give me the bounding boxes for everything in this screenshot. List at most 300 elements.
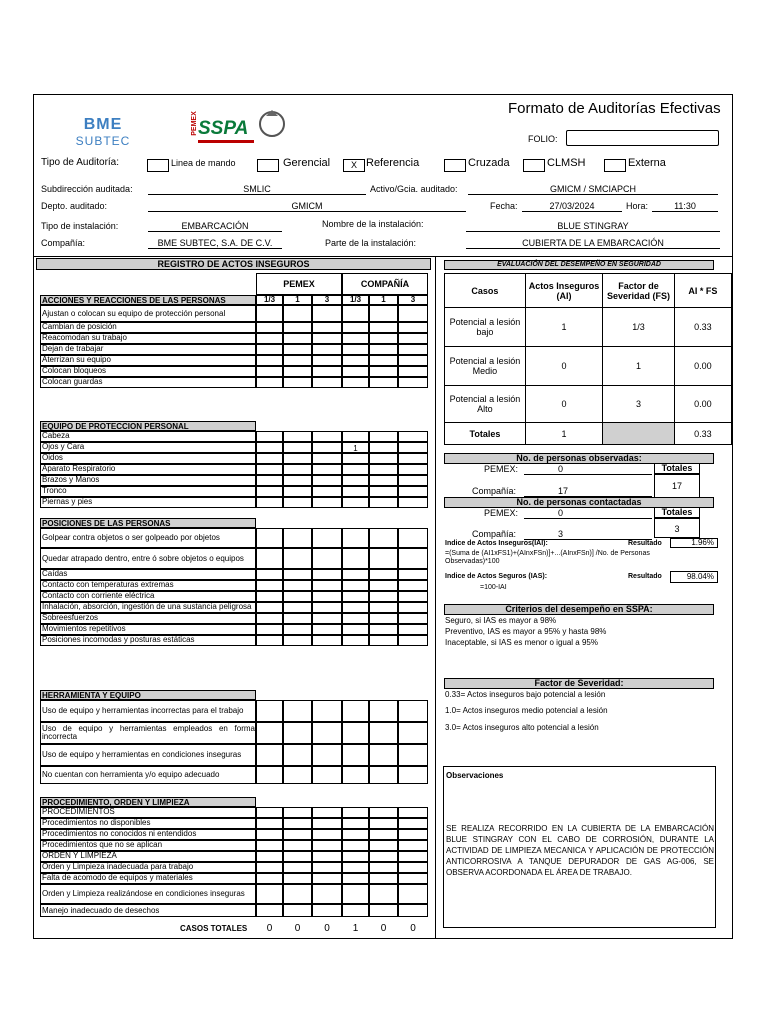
parte-value[interactable]: CUBIERTA DE LA EMBARCACIÓN	[466, 238, 720, 249]
registro-cell[interactable]	[283, 548, 312, 569]
registro-cell[interactable]	[312, 475, 342, 486]
eval-ai: 0	[525, 347, 602, 386]
registro-cell[interactable]	[312, 613, 342, 624]
registro-cell[interactable]	[312, 333, 342, 344]
registro-cell[interactable]	[256, 744, 283, 766]
registro-cell[interactable]	[398, 829, 428, 840]
registro-cell[interactable]	[312, 497, 342, 508]
contactadas-pemex-label: PEMEX:	[484, 508, 519, 518]
registro-cell[interactable]	[342, 591, 369, 602]
registro-cell[interactable]	[283, 904, 312, 917]
registro-cell[interactable]	[398, 580, 428, 591]
eval-aifs: 0.33	[674, 308, 731, 347]
registro-cell[interactable]	[398, 333, 428, 344]
registro-cell[interactable]	[312, 862, 342, 873]
section-title: HERRAMIENTA Y EQUIPO	[40, 690, 256, 700]
folio-input[interactable]	[566, 130, 719, 146]
registro-cell[interactable]	[312, 442, 342, 453]
registro-cell[interactable]	[256, 377, 283, 388]
registro-cell[interactable]	[256, 851, 283, 862]
registro-cell[interactable]	[312, 766, 342, 784]
registro-cell[interactable]	[342, 722, 369, 744]
registro-cell[interactable]	[398, 528, 428, 548]
registro-row-label: PROCEDIMIENTOS	[40, 807, 256, 818]
registro-cell[interactable]	[398, 355, 428, 366]
registro-cell[interactable]	[256, 700, 283, 722]
registro-cell[interactable]	[369, 635, 398, 646]
registro-cell[interactable]	[256, 548, 283, 569]
registro-cell[interactable]	[369, 377, 398, 388]
registro-cell[interactable]	[256, 807, 283, 818]
audit-type-checkbox[interactable]	[604, 159, 626, 172]
registro-cell[interactable]	[256, 475, 283, 486]
registro-cell[interactable]	[398, 635, 428, 646]
registro-cell[interactable]	[369, 569, 398, 580]
registro-cell[interactable]	[342, 635, 369, 646]
registro-cell[interactable]	[283, 613, 312, 624]
registro-cell[interactable]	[283, 322, 312, 333]
registro-cell[interactable]	[342, 624, 369, 635]
tipo-inst-value[interactable]: EMBARCACIÓN	[148, 221, 282, 232]
registro-cell[interactable]	[256, 464, 283, 475]
registro-cell[interactable]	[283, 528, 312, 548]
registro-cell[interactable]	[256, 873, 283, 884]
factor-line: 1.0= Actos inseguros medio potencial a lesión	[445, 706, 608, 715]
registro-cell[interactable]	[342, 355, 369, 366]
registro-cell[interactable]: 1	[342, 442, 369, 453]
subdireccion-value[interactable]: SMLIC	[148, 184, 366, 195]
registro-cell[interactable]	[312, 700, 342, 722]
registro-cell[interactable]	[283, 497, 312, 508]
eval-ai: 1	[525, 308, 602, 347]
registro-cell[interactable]	[369, 464, 398, 475]
registro-cell[interactable]	[369, 591, 398, 602]
registro-cell[interactable]	[398, 840, 428, 851]
registro-row-label: Procedimientos que no se aplican	[40, 840, 256, 851]
audit-type-option-label: Cruzada	[468, 157, 510, 169]
registro-cell[interactable]	[312, 873, 342, 884]
registro-cell[interactable]	[283, 873, 312, 884]
registro-cell[interactable]	[342, 862, 369, 873]
iai-resultado-label: Resultado	[628, 540, 662, 547]
registro-cell[interactable]	[283, 486, 312, 497]
registro-cell[interactable]	[256, 904, 283, 917]
registro-cell[interactable]	[398, 475, 428, 486]
registro-cell[interactable]	[369, 442, 398, 453]
registro-cell[interactable]	[256, 569, 283, 580]
registro-cell[interactable]	[312, 624, 342, 635]
registro-cell[interactable]	[256, 829, 283, 840]
registro-cell[interactable]	[342, 475, 369, 486]
registro-cell[interactable]	[369, 807, 398, 818]
registro-cell[interactable]	[312, 548, 342, 569]
registro-cell[interactable]	[398, 613, 428, 624]
registro-cell[interactable]	[342, 851, 369, 862]
registro-cell[interactable]	[369, 431, 398, 442]
registro-cell[interactable]	[256, 322, 283, 333]
registro-cell[interactable]	[342, 528, 369, 548]
registro-cell[interactable]	[312, 829, 342, 840]
eval-row-bajo	[445, 308, 732, 347]
eval-caso: Potencial a lesión Alto	[445, 386, 526, 423]
registro-cell[interactable]	[342, 464, 369, 475]
registro-cell[interactable]	[342, 807, 369, 818]
registro-cell[interactable]	[256, 591, 283, 602]
registro-cell[interactable]	[256, 818, 283, 829]
factor-line: 3.0= Actos inseguros alto potencial a lesión	[445, 723, 599, 732]
audit-type-option-label: CLMSH	[547, 157, 586, 169]
registro-cell[interactable]	[369, 851, 398, 862]
registro-cell[interactable]	[398, 453, 428, 464]
hora-value[interactable]: 11:30	[652, 201, 718, 212]
registro-cell[interactable]	[342, 818, 369, 829]
eval-fs: 3	[603, 386, 675, 423]
registro-cell[interactable]	[283, 333, 312, 344]
registro-cell[interactable]	[256, 486, 283, 497]
registro-cell[interactable]	[256, 884, 283, 904]
criterio-line: Preventivo, IAS es mayor a 95% y hasta 98%	[445, 627, 607, 636]
registro-cell[interactable]	[256, 442, 283, 453]
registro-cell[interactable]	[398, 744, 428, 766]
registro-cell[interactable]	[283, 700, 312, 722]
registro-cell[interactable]	[398, 700, 428, 722]
registro-cell[interactable]	[256, 580, 283, 591]
registro-cell[interactable]	[342, 431, 369, 442]
registro-row-label: Uso de equipo y herramientas incorrectas para el trabajo	[40, 700, 256, 722]
registro-cell[interactable]	[312, 453, 342, 464]
pemex-header: PEMEX	[256, 273, 342, 295]
registro-cell[interactable]	[283, 602, 312, 613]
registro-cell[interactable]	[256, 840, 283, 851]
divider	[33, 256, 733, 257]
audit-type-checkbox[interactable]	[444, 159, 466, 172]
observadas-compania-value[interactable]: 17	[524, 486, 652, 497]
registro-cell[interactable]	[256, 613, 283, 624]
registro-cell[interactable]	[398, 766, 428, 784]
registro-title: REGISTRO DE ACTOS INSEGUROS	[36, 258, 431, 270]
registro-cell[interactable]	[283, 464, 312, 475]
eval-header-aifs: AI * FS	[674, 274, 731, 308]
registro-row-label: Procedimientos no disponibles	[40, 818, 256, 829]
registro-row-label: Orden y Limpieza inadecuada para trabajo	[40, 862, 256, 873]
registro-cell[interactable]	[342, 613, 369, 624]
registro-cell[interactable]	[312, 569, 342, 580]
registro-cell[interactable]	[398, 591, 428, 602]
registro-cell[interactable]	[398, 602, 428, 613]
activo-value[interactable]: GMICM / SMCIAPCH	[468, 184, 718, 195]
contactadas-pemex-value[interactable]: 0	[524, 508, 652, 519]
evaluacion-table	[444, 273, 732, 445]
registro-cell[interactable]	[369, 862, 398, 873]
iai-value: 1.96%	[670, 538, 718, 548]
registro-cell[interactable]	[369, 528, 398, 548]
registro-cell[interactable]	[256, 862, 283, 873]
sspa-logo-text: SSPA	[198, 118, 249, 139]
registro-cell[interactable]	[369, 744, 398, 766]
registro-cell[interactable]	[369, 486, 398, 497]
registro-cell[interactable]	[256, 344, 283, 355]
section-title: ACCIONES Y REACCIONES DE LAS PERSONAS	[40, 295, 256, 305]
registro-cell[interactable]	[369, 873, 398, 884]
registro-cell[interactable]	[283, 818, 312, 829]
registro-cell[interactable]	[369, 722, 398, 744]
registro-cell[interactable]	[369, 355, 398, 366]
registro-cell[interactable]	[256, 497, 283, 508]
eval-row-medio	[445, 347, 732, 386]
registro-cell[interactable]	[398, 431, 428, 442]
registro-cell[interactable]	[283, 722, 312, 744]
registro-cell[interactable]	[312, 344, 342, 355]
audit-type-option-label: Externa	[628, 157, 666, 169]
registro-cell[interactable]	[312, 464, 342, 475]
registro-cell[interactable]	[312, 431, 342, 442]
observadas-pemex-value[interactable]: 0	[524, 464, 652, 475]
registro-cell[interactable]	[342, 873, 369, 884]
registro-cell[interactable]	[283, 377, 312, 388]
registro-cell[interactable]	[342, 305, 369, 322]
registro-cell[interactable]	[398, 548, 428, 569]
registro-cell[interactable]	[342, 548, 369, 569]
registro-cell[interactable]	[283, 431, 312, 442]
registro-cell[interactable]	[342, 602, 369, 613]
registro-cell[interactable]	[342, 766, 369, 784]
registro-cell[interactable]	[256, 602, 283, 613]
registro-cell[interactable]	[256, 366, 283, 377]
registro-cell[interactable]	[369, 884, 398, 904]
audit-type-checkbox[interactable]	[257, 159, 279, 172]
registro-cell[interactable]	[398, 344, 428, 355]
registro-cell[interactable]	[256, 635, 283, 646]
registro-cell[interactable]	[369, 333, 398, 344]
observaciones-text: SE REALIZA RECORRIDO EN LA CUBIERTA DE LA EMBARCACIÓN BLUE STINGRAY CON EL CABO DE CORROSIÓN, DURANTE LA ACTIVIDAD DE LIMPIEZA MECANICA Y APLICACIÓN DE PROTECCIÓN ANTICORROSIVA A TANQUE DEPURADOR DE GAS AG-006, SE OBSERVA ACORDONADA EL ÁREA DE TRABAJO.	[446, 824, 714, 877]
registro-cell[interactable]	[342, 366, 369, 377]
registro-cell[interactable]	[283, 305, 312, 322]
registro-cell[interactable]	[283, 442, 312, 453]
iai-label: Indice de Actos Inseguros(IAI):	[445, 540, 548, 547]
registro-cell[interactable]	[283, 635, 312, 646]
audit-type-option-label: Referencia	[366, 157, 420, 169]
registro-cell[interactable]	[342, 453, 369, 464]
registro-cell[interactable]	[283, 355, 312, 366]
registro-cell[interactable]	[312, 322, 342, 333]
registro-cell[interactable]	[369, 305, 398, 322]
registro-cell[interactable]	[312, 851, 342, 862]
registro-cell[interactable]	[398, 884, 428, 904]
registro-cell[interactable]	[398, 873, 428, 884]
registro-cell[interactable]	[398, 322, 428, 333]
registro-cell[interactable]	[398, 904, 428, 917]
eval-totales-label: Totales	[445, 423, 526, 445]
registro-cell[interactable]	[312, 486, 342, 497]
registro-cell[interactable]	[369, 475, 398, 486]
registro-cell[interactable]	[283, 344, 312, 355]
registro-cell[interactable]	[312, 818, 342, 829]
registro-cell[interactable]	[312, 807, 342, 818]
registro-cell[interactable]	[398, 486, 428, 497]
registro-cell[interactable]	[342, 322, 369, 333]
registro-cell[interactable]	[369, 453, 398, 464]
registro-cell[interactable]	[342, 904, 369, 917]
registro-row-label: Colocan bloqueos	[40, 366, 256, 377]
fecha-label: Fecha:	[490, 201, 518, 211]
registro-cell[interactable]	[369, 580, 398, 591]
registro-cell[interactable]	[369, 548, 398, 569]
registro-cell[interactable]	[283, 453, 312, 464]
column-header: 1/3	[256, 295, 283, 305]
registro-cell[interactable]	[342, 333, 369, 344]
registro-cell[interactable]	[283, 580, 312, 591]
registro-cell[interactable]	[398, 807, 428, 818]
registro-row-label: Sobreesfuerzos	[40, 613, 256, 624]
registro-cell[interactable]	[312, 744, 342, 766]
registro-cell[interactable]	[398, 569, 428, 580]
registro-cell[interactable]	[342, 569, 369, 580]
nombre-inst-label: Nombre de la instalación:	[322, 219, 424, 229]
registro-cell[interactable]	[312, 366, 342, 377]
registro-cell[interactable]	[283, 475, 312, 486]
registro-cell[interactable]	[283, 851, 312, 862]
registro-cell[interactable]	[283, 807, 312, 818]
registro-row-label: Golpear contra objetos o ser golpeado por objetos	[40, 528, 256, 548]
audit-type-checkbox[interactable]: X	[343, 159, 365, 172]
bme-logo-line1: BME	[83, 116, 123, 133]
section-title: PROCEDIMIENTO, ORDEN Y LIMPIEZA	[40, 797, 256, 807]
eval-caso: Potencial a lesión bajo	[445, 308, 526, 347]
registro-cell[interactable]	[369, 322, 398, 333]
section-title: EQUIPO DE PROTECCION PERSONAL	[40, 421, 256, 431]
registro-cell[interactable]	[342, 840, 369, 851]
registro-cell[interactable]	[283, 840, 312, 851]
contactadas-compania-value[interactable]: 3	[524, 529, 652, 540]
registro-cell[interactable]	[398, 862, 428, 873]
registro-row-label: Cambian de posición	[40, 322, 256, 333]
registro-cell[interactable]	[283, 569, 312, 580]
registro-row-label: Cabeza	[40, 431, 256, 442]
registro-cell[interactable]	[369, 344, 398, 355]
registro-row-label: Tronco	[40, 486, 256, 497]
registro-cell[interactable]	[312, 722, 342, 744]
column-header: 1	[369, 295, 398, 305]
total-cell: 0	[410, 923, 416, 934]
registro-cell[interactable]	[398, 497, 428, 508]
registro-cell[interactable]	[398, 851, 428, 862]
folio-label: FOLIO:	[528, 134, 558, 144]
ias-resultado-label: Resultado	[628, 573, 662, 580]
registro-cell[interactable]	[256, 355, 283, 366]
registro-cell[interactable]	[256, 453, 283, 464]
registro-cell[interactable]	[312, 528, 342, 548]
registro-cell[interactable]	[312, 904, 342, 917]
fecha-value[interactable]: 27/03/2024	[522, 201, 622, 212]
registro-cell[interactable]	[283, 744, 312, 766]
registro-cell[interactable]	[398, 442, 428, 453]
registro-cell[interactable]	[342, 884, 369, 904]
registro-cell[interactable]	[312, 840, 342, 851]
iai-formula: =(Suma de (AI1xFS1)+(AInxFSn)]+...(AInxFSn)] /No. de Personas Observadas)*100	[445, 550, 650, 565]
registro-cell[interactable]	[398, 464, 428, 475]
registro-cell[interactable]	[256, 333, 283, 344]
audit-type-checkbox[interactable]	[523, 159, 545, 172]
audit-type-checkbox[interactable]	[147, 159, 169, 172]
registro-cell[interactable]	[342, 497, 369, 508]
eval-fs: 1	[603, 347, 675, 386]
eval-header-fs: Factor de Severidad (FS)	[603, 274, 675, 308]
registro-cell[interactable]	[369, 840, 398, 851]
registro-cell[interactable]	[369, 624, 398, 635]
eval-totales-aifs: 0.33	[674, 423, 731, 445]
registro-cell[interactable]	[312, 602, 342, 613]
registro-cell[interactable]	[369, 700, 398, 722]
registro-cell[interactable]	[342, 829, 369, 840]
registro-cell[interactable]	[342, 580, 369, 591]
registro-cell[interactable]	[398, 305, 428, 322]
registro-cell[interactable]	[369, 829, 398, 840]
registro-cell[interactable]	[312, 884, 342, 904]
registro-cell[interactable]	[256, 305, 283, 322]
registro-cell[interactable]	[256, 624, 283, 635]
registro-cell[interactable]	[369, 904, 398, 917]
observadas-totales-value: 17	[654, 474, 700, 498]
registro-cell[interactable]	[312, 305, 342, 322]
registro-cell[interactable]	[369, 766, 398, 784]
registro-cell[interactable]	[312, 355, 342, 366]
registro-cell[interactable]	[369, 613, 398, 624]
registro-cell[interactable]	[369, 818, 398, 829]
registro-cell[interactable]	[398, 722, 428, 744]
contactadas-totales-label: Totales	[654, 507, 700, 518]
registro-cell[interactable]	[283, 862, 312, 873]
registro-cell[interactable]	[342, 486, 369, 497]
eval-aifs: 0.00	[674, 347, 731, 386]
registro-cell[interactable]	[283, 766, 312, 784]
registro-cell[interactable]	[312, 635, 342, 646]
registro-cell[interactable]	[312, 580, 342, 591]
registro-cell[interactable]	[398, 818, 428, 829]
registro-cell[interactable]	[256, 722, 283, 744]
registro-cell[interactable]	[256, 766, 283, 784]
registro-cell[interactable]	[342, 377, 369, 388]
registro-cell[interactable]	[283, 624, 312, 635]
registro-cell[interactable]	[312, 591, 342, 602]
registro-cell[interactable]	[283, 366, 312, 377]
registro-cell[interactable]	[312, 377, 342, 388]
eval-caso: Potencial a lesión Medio	[445, 347, 526, 386]
evaluacion-header-row	[445, 274, 732, 308]
nombre-inst-value[interactable]: BLUE STINGRAY	[466, 221, 720, 232]
registro-cell[interactable]	[369, 602, 398, 613]
registro-row-label: Piernas y pies	[40, 497, 256, 508]
registro-row-label: Falta de acomodo de equipos y materiales	[40, 873, 256, 884]
registro-cell[interactable]	[283, 884, 312, 904]
compania-value[interactable]: BME SUBTEC, S.A. DE C.V.	[148, 238, 282, 249]
registro-cell[interactable]	[369, 366, 398, 377]
registro-cell[interactable]	[369, 497, 398, 508]
registro-cell[interactable]	[342, 700, 369, 722]
registro-cell[interactable]	[342, 344, 369, 355]
observadas-compania-label: Compañía:	[472, 486, 517, 496]
registro-cell[interactable]	[283, 591, 312, 602]
registro-cell[interactable]	[398, 377, 428, 388]
registro-cell[interactable]	[256, 431, 283, 442]
registro-cell[interactable]	[256, 528, 283, 548]
criterio-line: Inaceptable, si IAS es menor o igual a 95%	[445, 638, 598, 647]
registro-cell[interactable]	[398, 366, 428, 377]
depto-value[interactable]: GMICM	[148, 201, 466, 212]
registro-cell[interactable]	[283, 829, 312, 840]
registro-cell[interactable]	[398, 624, 428, 635]
registro-cell[interactable]	[342, 744, 369, 766]
observaciones-box[interactable]	[443, 766, 716, 928]
